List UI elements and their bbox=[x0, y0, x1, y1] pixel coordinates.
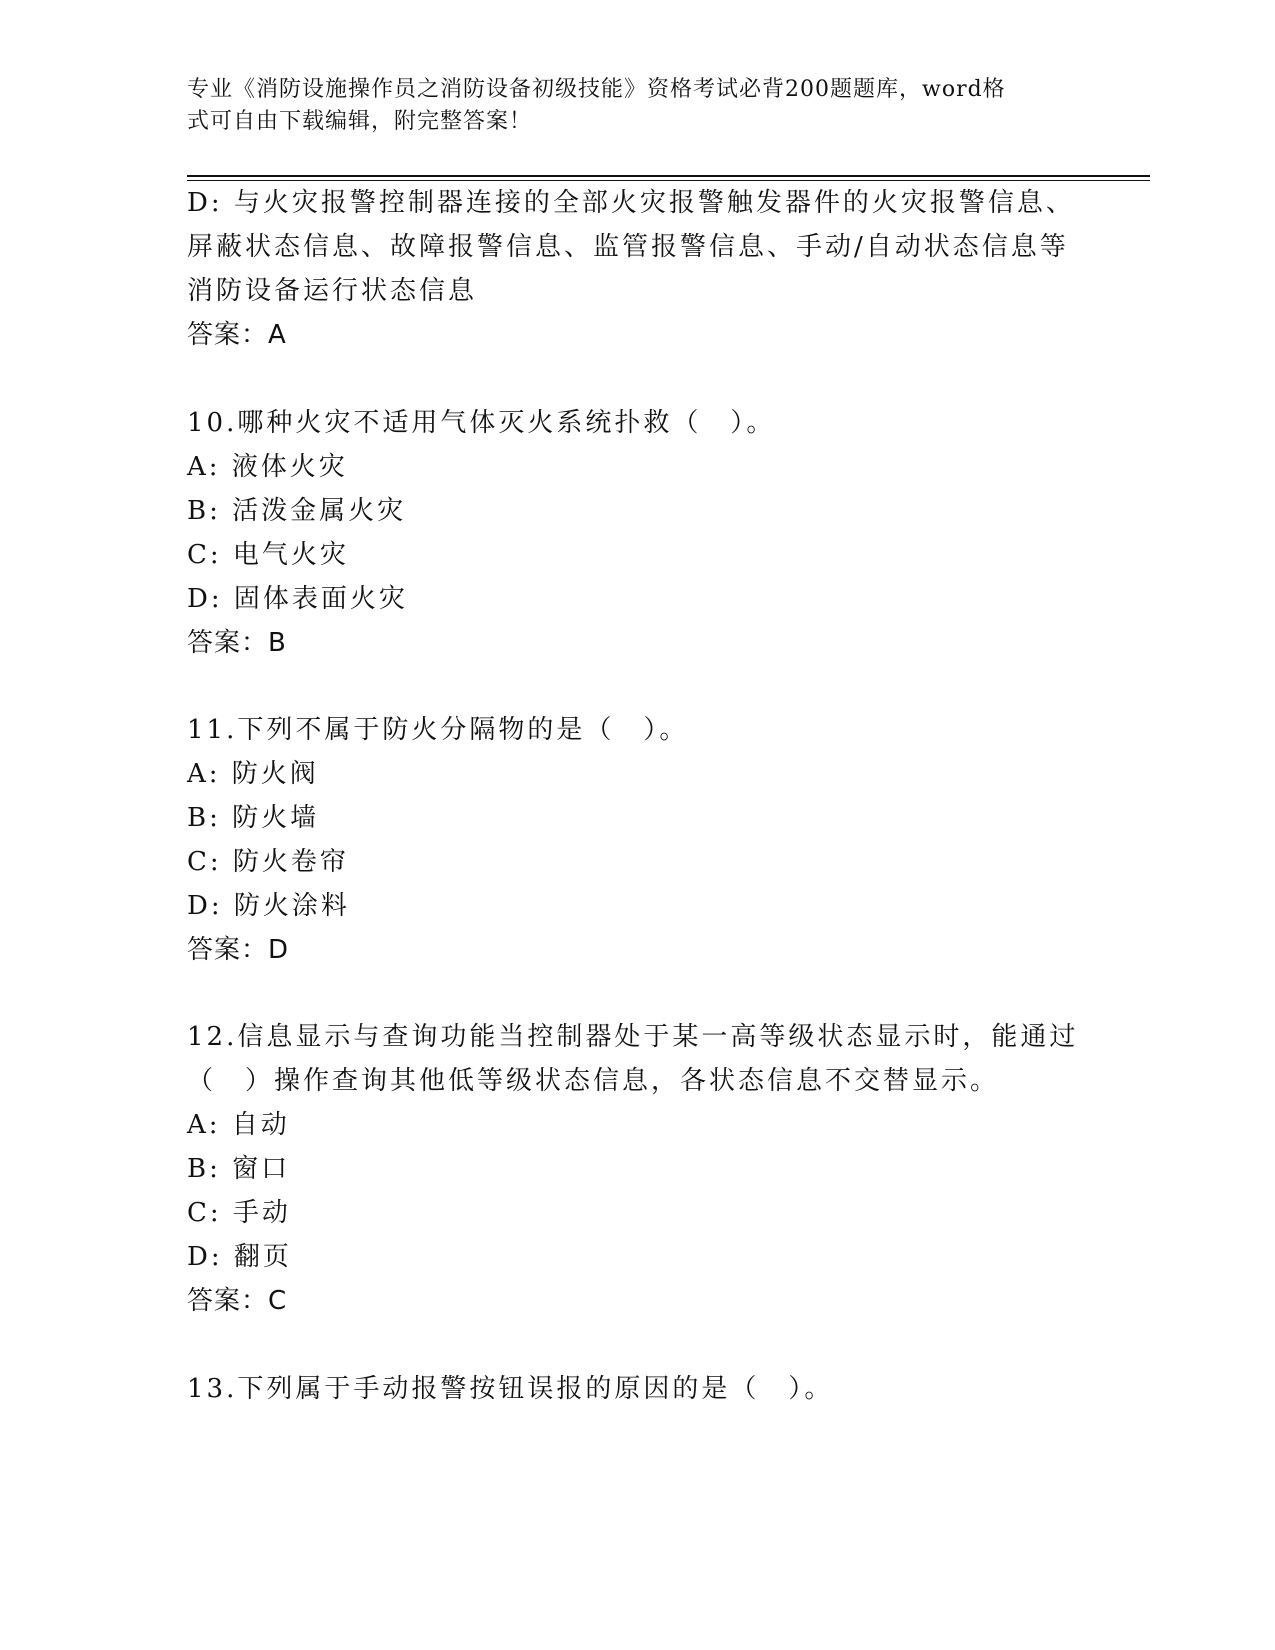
q9-answer: 答案：A bbox=[187, 320, 287, 350]
q13-question: 13.下列属于手动报警按钮误报的原因的是（ ）。 bbox=[187, 1374, 834, 1404]
q10-option-b: B: 活泼金属火灾 bbox=[187, 496, 407, 526]
q11-option-a: A: 防火阀 bbox=[187, 759, 319, 789]
q11-question: 11.下列不属于防火分隔物的是（ ）。 bbox=[187, 715, 689, 745]
header-rule-thick bbox=[187, 175, 1150, 177]
q9-option-d-line1: D: 与火灾报警控制器连接的全部火灾报警触发器件的火灾报警信息、 bbox=[187, 188, 1075, 218]
document-header: 专业《消防设施操作员之消防设备初级技能》资格考试必背200题题库，word格 式可自由下载编辑，附完整答案！ bbox=[187, 77, 1006, 134]
q9-option-d-line3: 消防设备运行状态信息 bbox=[187, 276, 478, 306]
q10-answer: 答案：B bbox=[187, 628, 287, 658]
q12-option-b: B: 窗口 bbox=[187, 1154, 291, 1184]
q11-answer: 答案：D bbox=[187, 935, 290, 965]
q12-option-c: C: 手动 bbox=[187, 1198, 291, 1228]
q11-option-b: B: 防火墙 bbox=[187, 803, 320, 833]
q12-option-a: A: 自动 bbox=[187, 1110, 290, 1140]
q12-question-line1: 12.信息显示与查询功能当控制器处于某一高等级状态显示时，能通过 bbox=[187, 1022, 1079, 1052]
q10-option-d: D: 固体表面火灾 bbox=[187, 584, 408, 614]
q10-option-c: C: 电气火灾 bbox=[187, 540, 349, 570]
q12-question-line2: （ ）操作查询其他低等级状态信息，各状态信息不交替显示。 bbox=[187, 1066, 1000, 1096]
q10-question: 10.哪种火灾不适用气体灭火系统扑救（ ）。 bbox=[187, 408, 776, 438]
q12-answer: 答案：C bbox=[187, 1286, 288, 1316]
q9-option-d-line2: 屏蔽状态信息、故障报警信息、监管报警信息、手动/自动状态信息等 bbox=[187, 232, 1069, 262]
q12-option-d: D: 翻页 bbox=[187, 1242, 292, 1272]
q10-option-a: A: 液体火灾 bbox=[187, 452, 348, 482]
q11-option-c: C: 防火卷帘 bbox=[187, 847, 349, 877]
q11-option-d: D: 防火涂料 bbox=[187, 891, 350, 921]
